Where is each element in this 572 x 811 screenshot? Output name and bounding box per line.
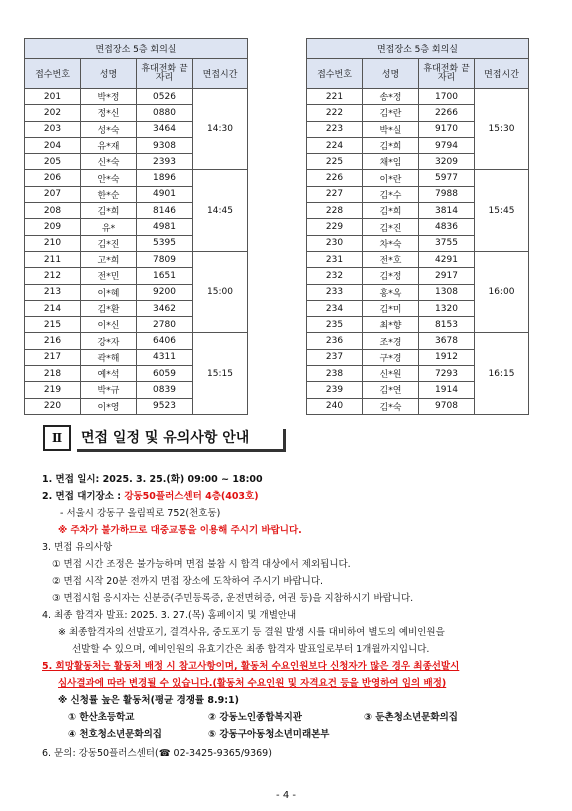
caution-item-1: ① 면접 시간 조정은 불가능하며 면접 불참 시 합격 대상에서 제외됩니다.	[52, 559, 351, 570]
name-cell: 박*실	[363, 121, 419, 137]
receipt-number-cell: 237	[307, 349, 363, 365]
name-cell: 김*란	[363, 105, 419, 121]
receipt-number-cell: 212	[25, 268, 81, 284]
header-name: 성명	[81, 59, 137, 89]
receipt-number-cell: 201	[25, 89, 81, 105]
receipt-number-cell: 214	[25, 300, 81, 316]
receipt-number-cell: 227	[307, 186, 363, 202]
name-cell: 예*석	[81, 366, 137, 382]
receipt-number-cell: 205	[25, 154, 81, 170]
name-cell: 차*숙	[363, 235, 419, 251]
receipt-number-cell: 204	[25, 137, 81, 153]
name-cell: 신*원	[363, 366, 419, 382]
interview-time-cell: 16:15	[475, 333, 529, 414]
name-cell: 이*영	[81, 398, 137, 414]
phone-suffix-cell: 1912	[419, 349, 475, 365]
name-cell: 유*재	[81, 137, 137, 153]
table-row	[25, 89, 248, 105]
name-cell: 안*숙	[81, 170, 137, 186]
phone-suffix-cell: 4311	[137, 349, 193, 365]
name-cell: 김*연	[363, 382, 419, 398]
receipt-number-cell: 233	[307, 284, 363, 300]
table-title: 면접장소 5층 회의실	[307, 39, 529, 59]
phone-suffix-cell: 9200	[137, 284, 193, 300]
waiting-place-label: 2. 면접 대기장소 :	[42, 491, 125, 502]
receipt-number-cell: 225	[307, 154, 363, 170]
interview-time-cell: 15:15	[193, 333, 248, 414]
receipt-number-cell: 230	[307, 235, 363, 251]
receipt-number-cell: 238	[307, 366, 363, 382]
table-body	[307, 89, 529, 415]
section-heading	[43, 425, 283, 451]
interview-time-cell: 16:00	[475, 251, 529, 332]
section-underline	[77, 449, 285, 452]
phone-suffix-cell: 9523	[137, 398, 193, 414]
popular-place-2: ② 강동노인종합복지관	[208, 712, 302, 723]
popular-place-5: ⑤ 강동구아동청소년미래본부	[208, 729, 330, 740]
interview-time-cell: 15:45	[475, 170, 529, 251]
popular-places-heading: ※ 신청률 높은 활동처(평균 경쟁률 8.9:1)	[58, 695, 239, 706]
phone-suffix-cell: 0880	[137, 105, 193, 121]
phone-suffix-cell: 5977	[419, 170, 475, 186]
table-row	[307, 170, 529, 186]
name-cell: 구*경	[363, 349, 419, 365]
receipt-number-cell: 218	[25, 366, 81, 382]
phone-suffix-cell: 2393	[137, 154, 193, 170]
phone-suffix-cell: 3464	[137, 121, 193, 137]
receipt-number-cell: 203	[25, 121, 81, 137]
table-row	[25, 333, 248, 349]
receipt-number-cell: 231	[307, 251, 363, 267]
receipt-number-cell: 206	[25, 170, 81, 186]
receipt-number-cell: 207	[25, 186, 81, 202]
receipt-number-cell: 228	[307, 203, 363, 219]
announcement-line: 4. 최종 합격자 발표: 2025. 3. 27.(목) 홈페이지 및 개별안내	[42, 610, 297, 621]
table-body	[25, 89, 248, 415]
phone-suffix-cell: 0839	[137, 382, 193, 398]
phone-suffix-cell: 7809	[137, 251, 193, 267]
phone-suffix-cell: 4836	[419, 219, 475, 235]
name-cell: 김*수	[363, 186, 419, 202]
name-cell: 김*진	[363, 219, 419, 235]
name-cell: 김*희	[363, 137, 419, 153]
table-row	[25, 170, 248, 186]
receipt-number-cell: 202	[25, 105, 81, 121]
phone-suffix-cell: 9794	[419, 137, 475, 153]
name-cell: 송*정	[363, 89, 419, 105]
receipt-number-cell: 217	[25, 349, 81, 365]
popular-place-3: ③ 둔촌청소년문화의집	[364, 712, 458, 723]
waiting-place-line	[42, 488, 259, 502]
name-cell: 고*희	[81, 251, 137, 267]
caution-item-2: ② 면접 시작 20분 전까지 면접 장소에 도착하여 주시기 바랍니다.	[52, 576, 324, 587]
phone-suffix-cell: 8146	[137, 203, 193, 219]
address-line: - 서울시 강동구 올림픽로 752(천호동)	[60, 508, 221, 519]
receipt-number-cell: 210	[25, 235, 81, 251]
receipt-number-cell: 223	[307, 121, 363, 137]
phone-suffix-cell: 2266	[419, 105, 475, 121]
name-cell: 김*희	[363, 203, 419, 219]
receipt-number-cell: 220	[25, 398, 81, 414]
phone-suffix-cell: 2917	[419, 268, 475, 284]
caution-heading: 3. 면접 유의사항	[42, 542, 113, 553]
receipt-number-cell: 240	[307, 398, 363, 414]
phone-suffix-cell: 2780	[137, 317, 193, 333]
phone-suffix-cell: 8153	[419, 317, 475, 333]
table-row	[307, 251, 529, 267]
name-cell: 김*환	[81, 300, 137, 316]
section-shadow	[283, 429, 286, 452]
name-cell: 이*혜	[81, 284, 137, 300]
name-cell: 성*숙	[81, 121, 137, 137]
name-cell: 조*경	[363, 333, 419, 349]
name-cell: 이*신	[81, 317, 137, 333]
receipt-number-cell: 239	[307, 382, 363, 398]
section-title: 면접 일정 및 유의사항 안내	[81, 430, 250, 446]
phone-suffix-cell: 3755	[419, 235, 475, 251]
parking-note: ※ 주차가 불가하므로 대중교통을 이용해 주시기 바랍니다.	[58, 525, 302, 536]
receipt-number-cell: 221	[307, 89, 363, 105]
placement-note-1: 5. 희망활동처는 활동처 배정 시 참고사항이며, 활동처 수요인원보다 신청자가 많은 경우 최종선발시	[42, 661, 460, 672]
table-title: 면접장소 5층 회의실	[25, 39, 248, 59]
name-cell: 김*희	[81, 203, 137, 219]
phone-suffix-cell: 1700	[419, 89, 475, 105]
phone-suffix-cell: 7293	[419, 366, 475, 382]
phone-suffix-cell: 1651	[137, 268, 193, 284]
receipt-number-cell: 216	[25, 333, 81, 349]
waiting-place-value: 강동50플러스센터 4층(403호)	[124, 491, 259, 502]
popular-place-1: ① 한산초등학교	[68, 712, 135, 723]
placement-note-2: 심사결과에 따라 변경될 수 있습니다.(활동처 수요인원 및 자격요건 등을 반영하여 임의 배정)	[58, 678, 447, 689]
header-time: 면접시간	[475, 59, 529, 89]
reserve-note-2: 선발할 수 있으며, 예비인원의 유효기간은 최종 합격자 발표일로부터 1개월까지입니다.	[72, 644, 430, 655]
receipt-number-cell: 209	[25, 219, 81, 235]
receipt-number-cell: 229	[307, 219, 363, 235]
phone-suffix-cell: 3814	[419, 203, 475, 219]
name-cell: 김*진	[81, 235, 137, 251]
header-receipt-no: 접수번호	[25, 59, 81, 89]
name-cell: 홍*옥	[363, 284, 419, 300]
name-cell: 한*순	[81, 186, 137, 202]
name-cell: 전*민	[81, 268, 137, 284]
header-phone: 휴대전화 끝자리	[419, 59, 475, 89]
header-time: 면접시간	[193, 59, 248, 89]
header-receipt-no: 접수번호	[307, 59, 363, 89]
phone-suffix-cell: 1308	[419, 284, 475, 300]
phone-suffix-cell: 9308	[137, 137, 193, 153]
popular-place-4: ④ 천호청소년문화의집	[68, 729, 162, 740]
contact-line: 6. 문의: 강동50플러스센터(☎ 02-3425-9365/9369)	[42, 748, 272, 759]
receipt-number-cell: 219	[25, 382, 81, 398]
receipt-number-cell: 235	[307, 317, 363, 333]
reserve-note-1: ※ 최종합격자의 선발포기, 결격사유, 중도포기 등 결원 발생 시를 대비하여 별도의 예비인원을	[58, 627, 445, 638]
name-cell: 강*자	[81, 333, 137, 349]
receipt-number-cell: 236	[307, 333, 363, 349]
name-cell: 곽*해	[81, 349, 137, 365]
phone-suffix-cell: 0526	[137, 89, 193, 105]
phone-suffix-cell: 9170	[419, 121, 475, 137]
phone-suffix-cell: 4981	[137, 219, 193, 235]
name-cell: 박*규	[81, 382, 137, 398]
name-cell: 박*정	[81, 89, 137, 105]
receipt-number-cell: 215	[25, 317, 81, 333]
receipt-number-cell: 226	[307, 170, 363, 186]
caution-item-3: ③ 면접시험 응시자는 신분증(주민등록증, 운전면허증, 여권 등)을 지참하시기 바랍니다.	[52, 593, 414, 604]
page-number: - 4 -	[276, 790, 296, 801]
interview-table-right	[306, 38, 529, 415]
phone-suffix-cell: 1320	[419, 300, 475, 316]
interview-table-left	[24, 38, 248, 415]
phone-suffix-cell: 3462	[137, 300, 193, 316]
interview-time-cell: 14:30	[193, 89, 248, 170]
name-cell: 김*숙	[363, 398, 419, 414]
receipt-number-cell: 232	[307, 268, 363, 284]
name-cell: 유*	[81, 219, 137, 235]
phone-suffix-cell: 7988	[419, 186, 475, 202]
interview-time-cell: 15:00	[193, 251, 248, 332]
section-number: Ⅱ	[43, 425, 71, 451]
phone-suffix-cell: 3209	[419, 154, 475, 170]
name-cell: 채*임	[363, 154, 419, 170]
receipt-number-cell: 211	[25, 251, 81, 267]
phone-suffix-cell: 1896	[137, 170, 193, 186]
receipt-number-cell: 224	[307, 137, 363, 153]
interview-time-cell: 14:45	[193, 170, 248, 251]
receipt-number-cell: 213	[25, 284, 81, 300]
name-cell: 김*미	[363, 300, 419, 316]
phone-suffix-cell: 4901	[137, 186, 193, 202]
phone-suffix-cell: 1914	[419, 382, 475, 398]
phone-suffix-cell: 5395	[137, 235, 193, 251]
schedule-line: 1. 면접 일시: 2025. 3. 25.(화) 09:00 ~ 18:00	[42, 474, 263, 485]
name-cell: 이*란	[363, 170, 419, 186]
phone-suffix-cell: 6059	[137, 366, 193, 382]
receipt-number-cell: 234	[307, 300, 363, 316]
table-row	[25, 251, 248, 267]
phone-suffix-cell: 9708	[419, 398, 475, 414]
receipt-number-cell: 208	[25, 203, 81, 219]
name-cell: 전*호	[363, 251, 419, 267]
receipt-number-cell: 222	[307, 105, 363, 121]
phone-suffix-cell: 6406	[137, 333, 193, 349]
name-cell: 최*향	[363, 317, 419, 333]
name-cell: 신*숙	[81, 154, 137, 170]
header-name: 성명	[363, 59, 419, 89]
name-cell: 정*신	[81, 105, 137, 121]
table-row	[307, 333, 529, 349]
header-phone: 휴대전화 끝자리	[137, 59, 193, 89]
table-row	[307, 89, 529, 105]
phone-suffix-cell: 3678	[419, 333, 475, 349]
phone-suffix-cell: 4291	[419, 251, 475, 267]
name-cell: 김*정	[363, 268, 419, 284]
interview-time-cell: 15:30	[475, 89, 529, 170]
